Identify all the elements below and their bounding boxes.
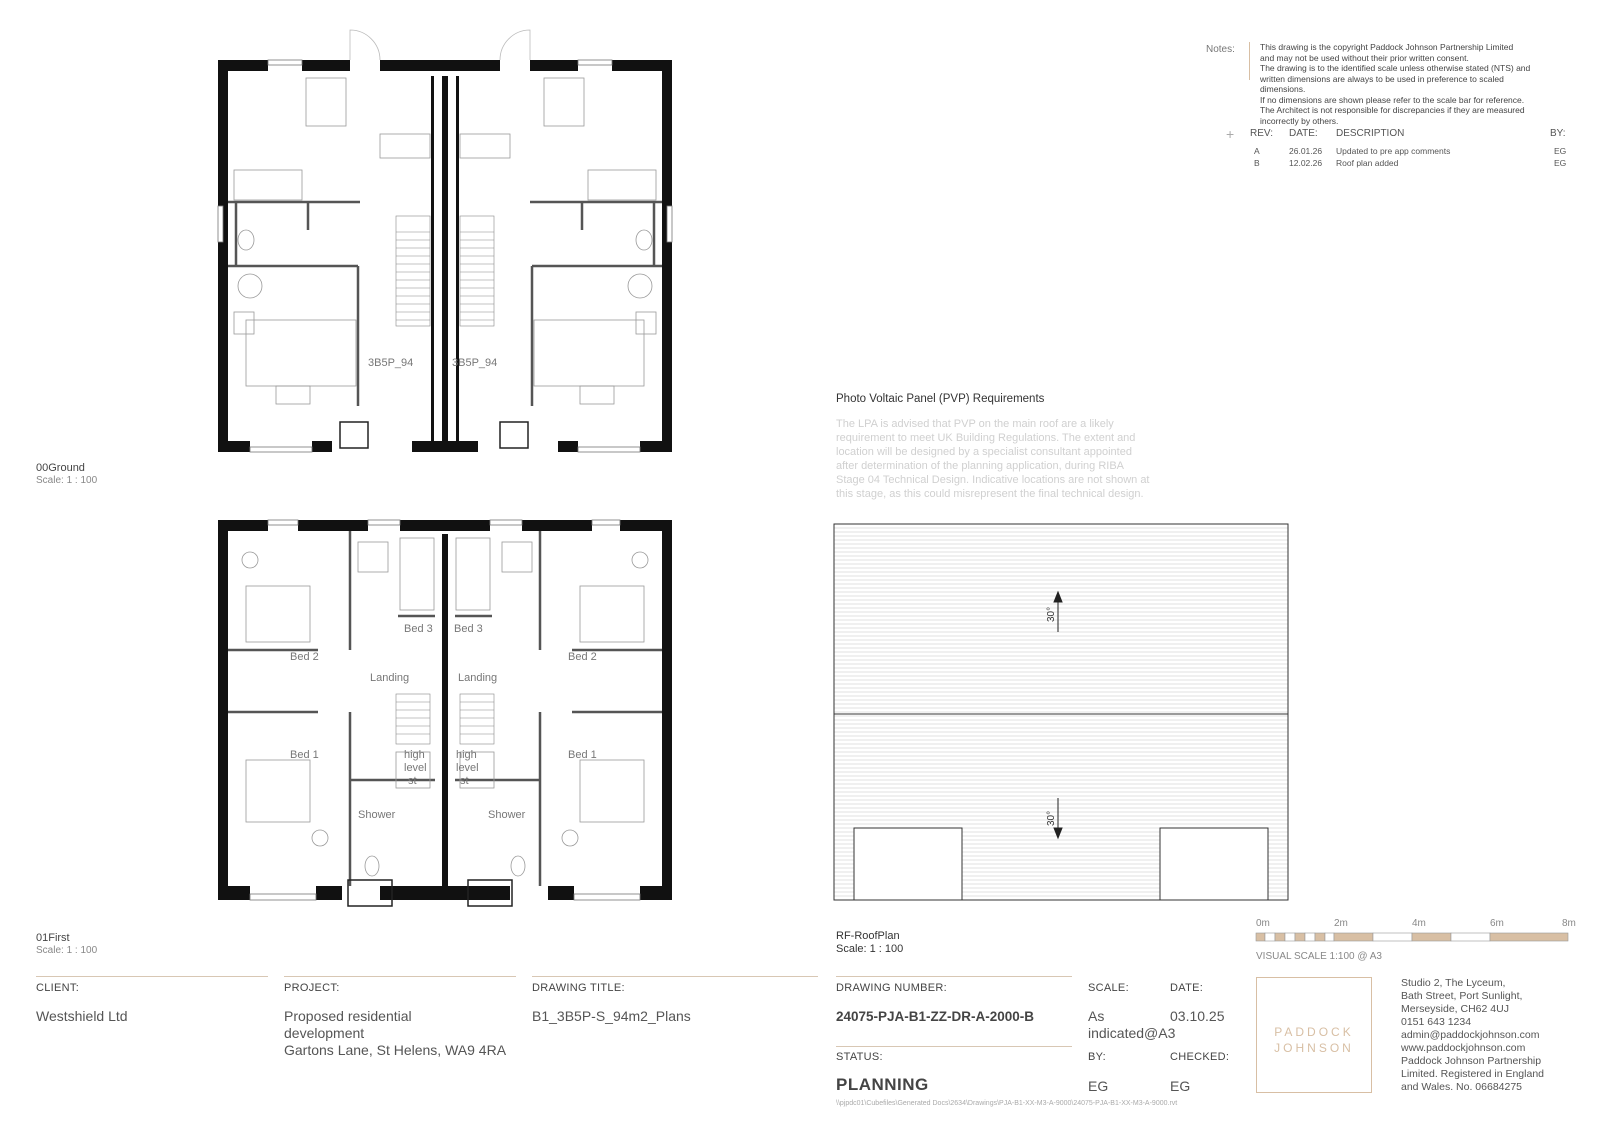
project-rule (284, 976, 516, 977)
ground-plan-scale: Scale: 1 : 100 (36, 475, 98, 486)
roof-plan (834, 522, 1294, 904)
date-field-value: 03.10.25 (1170, 1008, 1225, 1024)
rev-date-cell: 12.02.26 (1289, 158, 1323, 168)
cupboard-label-left-1: high (404, 749, 425, 761)
pvp-body (836, 417, 1196, 501)
notes-line: This drawing is the copyright Paddock Johnson Partnership Limited (1260, 42, 1514, 52)
room-label-shower-left: Shower (358, 809, 396, 821)
scale-line: As (1088, 1008, 1105, 1024)
pvp-line: The LPA is advised that PVP on the main roof are a likely (836, 418, 1114, 430)
pvp-line: requirement to meet UK Building Regulations. The extent and (836, 432, 1136, 444)
notes-divider (1249, 42, 1250, 80)
roof-plan-scale: Scale: 1 : 100 (836, 943, 904, 955)
cupboard-label-right-1: high (456, 749, 477, 761)
rev-by-cell: EG (1554, 158, 1567, 168)
logo-line-2: JOHNSON (1274, 1041, 1354, 1055)
plus-icon: + (1226, 126, 1235, 142)
scale-label: 8m (1562, 918, 1576, 929)
room-label-bed2-left: Bed 2 (290, 651, 319, 663)
rev-cell: B (1254, 158, 1260, 168)
logo-line-1: PADDOCK (1274, 1025, 1354, 1039)
file-path: \\pjpdc01\Cubefiles\Generated Docs\2634\Drawings\PJA-B1-XX-M3-A-9000\24075-PJA-B1-XX-M3-A-9000.rvt (836, 1100, 1178, 1107)
room-label-bed3-left: Bed 3 (404, 623, 433, 635)
first-plan-scale: Scale: 1 : 100 (36, 945, 98, 956)
scale-label: 0m (1256, 918, 1270, 929)
drawing-title-value: B1_3B5P-S_94m2_Plans (532, 1008, 691, 1024)
unit-label-right: 3B5P_94 (452, 357, 498, 369)
address-line: 0151 643 1234 (1401, 1016, 1472, 1028)
client-value: Westshield Ltd (36, 1008, 128, 1024)
roof-plan-title: RF-RoofPlan (836, 930, 900, 942)
room-label-shower-right: Shower (488, 809, 526, 821)
date-header: DATE: (1289, 128, 1318, 139)
rev-description-cell: Roof plan added (1336, 158, 1399, 168)
room-label-bed3-right: Bed 3 (454, 623, 483, 635)
company-address (1401, 977, 1544, 1094)
status-label: STATUS: (836, 1051, 883, 1063)
scale-label: 4m (1412, 918, 1426, 929)
room-label-bed1-right: Bed 1 (568, 749, 597, 761)
notes-line: If no dimensions are shown please refer to the scale bar for reference. (1260, 94, 1525, 105)
cupboard-label-left-2: level (404, 762, 427, 774)
room-label-landing-right: Landing (458, 672, 498, 684)
address-line: Limited. Registered in England (1401, 1068, 1545, 1080)
pvp-line: after determination of the planning application, during RIBA (836, 460, 1125, 472)
unit-label-left: 3B5P_94 (368, 357, 414, 369)
scale-field-label: SCALE: (1088, 982, 1129, 994)
ground-floor-plan (210, 26, 680, 456)
address-line: Studio 2, The Lyceum, (1401, 977, 1506, 989)
cupboard-label-right-3: st (460, 775, 469, 787)
address-email-link[interactable]: admin@paddockjohnson.com (1401, 1029, 1540, 1041)
room-label-bed2-right: Bed 2 (568, 651, 597, 663)
rev-date-cell: 26.01.26 (1289, 146, 1323, 156)
scale-label: 2m (1334, 918, 1348, 929)
notes-line: dimensions. (1260, 84, 1306, 94)
rev-by-cell: EG (1554, 146, 1567, 156)
project-line: development (284, 1025, 365, 1041)
scale-bar (1256, 918, 1576, 962)
revision-table (1226, 126, 1567, 172)
first-floor-plan (210, 520, 680, 920)
pvp-line: this stage, as this could misrepresent the final technical design. (836, 488, 1144, 500)
drawing-title-rule (532, 976, 818, 977)
notes-line: incorrectly by others. (1260, 115, 1339, 126)
address-line: Paddock Johnson Partnership (1401, 1055, 1542, 1067)
date-field-label: DATE: (1170, 982, 1204, 994)
status-value: PLANNING (836, 1075, 929, 1094)
notes-line: written dimensions are always to be used in preference to scaled (1260, 73, 1504, 84)
scale-label: 6m (1490, 918, 1504, 929)
project-value (284, 1008, 524, 1059)
cupboard-label-left-3: st (408, 775, 417, 787)
project-line: Proposed residential (284, 1008, 412, 1024)
pvp-line: location will be designed by a specialist consultant appointed (836, 446, 1132, 458)
scale-line: indicated@A3 (1088, 1025, 1176, 1041)
pitch-label-bottom: 30° (1046, 810, 1057, 826)
notes-line: and may not be used without their prior written consent. (1260, 52, 1469, 63)
address-website-link[interactable]: www.paddockjohnson.com (1401, 1042, 1526, 1054)
pvp-title: Photo Voltaic Panel (PVP) Requirements (836, 393, 1045, 405)
notes-line: The drawing is to the identified scale unless otherwise stated (NTS) and (1260, 63, 1531, 73)
client-rule (36, 976, 268, 977)
scale-caption: VISUAL SCALE 1:100 @ A3 (1256, 951, 1382, 962)
notes-line: The Architect is not responsible for discrepancies if they are measured (1260, 105, 1525, 115)
notes-body (1260, 42, 1560, 126)
scale-field-value (1088, 1008, 1175, 1042)
by-field-value: EG (1088, 1078, 1109, 1094)
pitch-label-top: 30° (1046, 606, 1057, 622)
rev-header: REV: (1250, 128, 1273, 139)
drawing-number-label: DRAWING NUMBER: (836, 982, 948, 994)
drawing-number-value: 24075-PJA-B1-ZZ-DR-A-2000-B (836, 1009, 1035, 1024)
checked-field-value: EG (1170, 1078, 1191, 1094)
by-field-label: BY: (1088, 1051, 1107, 1063)
cupboard-label-right-2: level (456, 762, 479, 774)
client-label: CLIENT: (36, 982, 80, 994)
project-line: Gartons Lane, St Helens, WA9 4RA (284, 1042, 507, 1058)
room-label-landing-left: Landing (370, 672, 410, 684)
project-label: PROJECT: (284, 982, 340, 994)
rev-description-cell: Updated to pre app comments (1336, 146, 1451, 156)
first-plan-title: 01First (36, 932, 70, 944)
room-label-bed1-left: Bed 1 (290, 749, 319, 761)
ground-plan-title: 00Ground (36, 462, 85, 474)
pvp-line: Stage 04 Technical Design. Indicative locations are not shown at (836, 474, 1150, 486)
drawing-title-label: DRAWING TITLE: (532, 982, 625, 994)
description-header: DESCRIPTION (1336, 128, 1405, 139)
checked-field-label: CHECKED: (1170, 1051, 1230, 1063)
company-logo (1256, 977, 1372, 1093)
notes-heading: Notes: (1206, 44, 1235, 55)
rev-cell: A (1254, 146, 1260, 156)
drawing-number-rule (836, 976, 1072, 977)
address-line: Bath Street, Port Sunlight, (1401, 990, 1523, 1002)
by-header: BY: (1550, 128, 1566, 139)
address-line: Merseyside, CH62 4UJ (1401, 1003, 1509, 1015)
scale-bar-graphic (1256, 933, 1576, 943)
status-rule (836, 1046, 1072, 1047)
address-line: and Wales. No. 06684275 (1401, 1081, 1523, 1093)
